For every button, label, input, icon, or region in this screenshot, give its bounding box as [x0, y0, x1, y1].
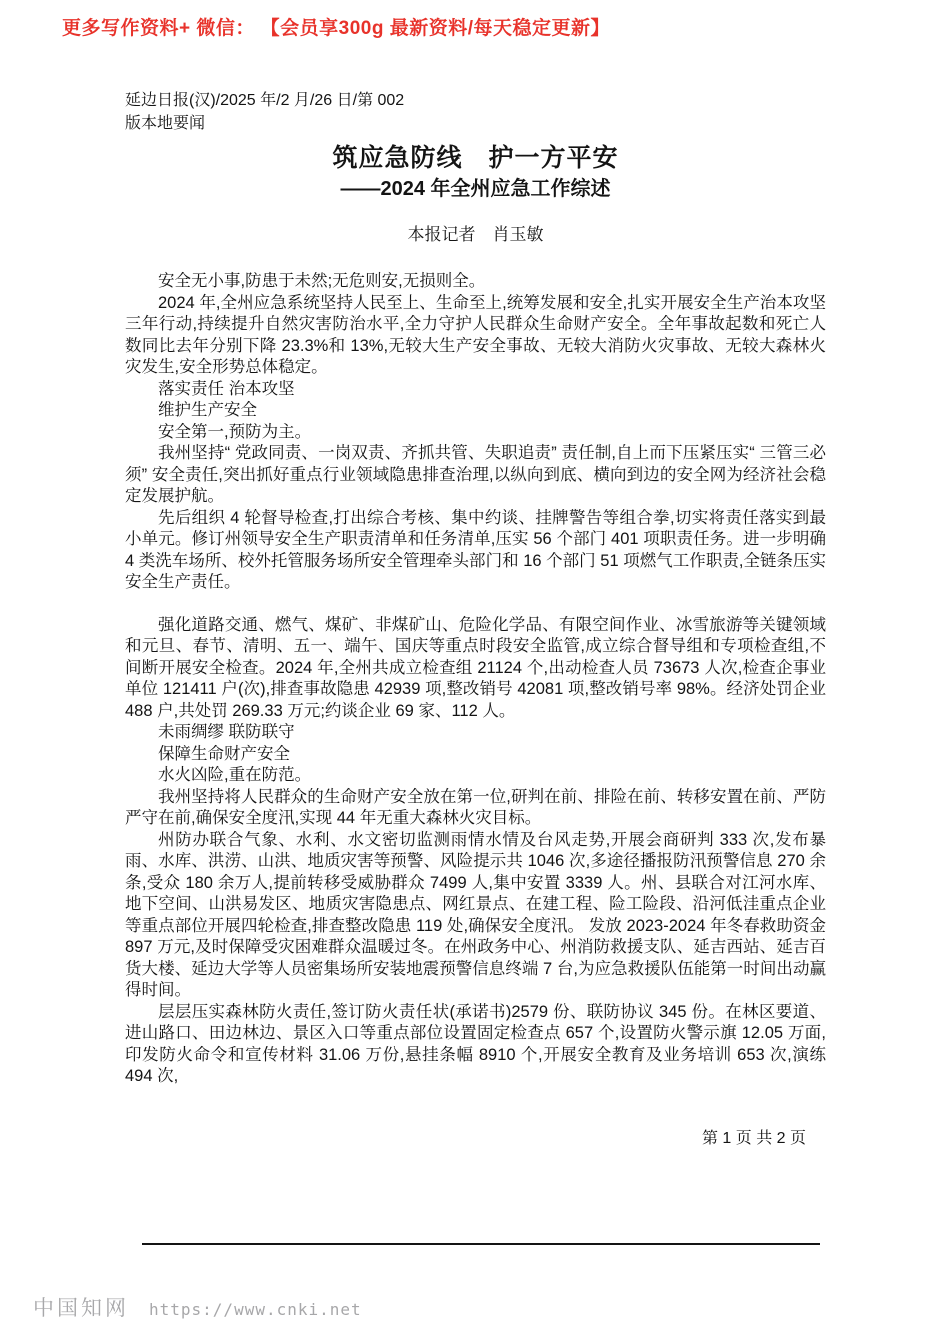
body-paragraph: 强化道路交通、燃气、煤矿、非煤矿山、危险化学品、有限空间作业、冰雪旅游等关键领域和元旦、春节、清明、五一、端午、国庆等重点时段安全监管,成立综合督导组和专项检查组,不间断开展安全检查。2024 年,全州共成立检查组 21124 个,出动检查人员 73673 人次,检查企事业单位 121411 户(次),排查事故隐患 42939 项,整改销号 42081 项,整改销号率 98%。经济处罚企业 488 户,共处罚 269.33 万元;约谈企业 69 家、112 人。 [125, 615, 826, 720]
article-author: 本报记者 肖玉敏 [407, 225, 544, 244]
body-paragraph: 州防办联合气象、水利、水文密切监测雨情水情及台风走势,开展会商研判 333 次,发布暴雨、水库、洪涝、山洪、地质灾害等预警、风险提示共 1046 次,多途径播报防汛预警信息 270 余条,受众 180 余万人,提前转移受威胁群众 7499 人,集中安置 3339 人。州、县联合对江河水库、地下空间、山洪易发区、地质灾害隐患点、网红景点、在建工程、险工险段、沿河低洼重点企业等重点部位开展四轮检查,排查整改隐患 119 处,确保安全度汛。 发放 2023-2024 年冬春救助资金 897 万元,及时保障受灾困难群众温暖过冬。在州政务中心、州消防救援支队、延吉西站、延吉百货大楼、延边大学等人员密集场所安装地震预警信息终端 7 台,为应急救援队伍能第一时间出动赢得时间。 [125, 830, 826, 999]
body-paragraph: 2024 年,全州应急系统坚持人民至上、生命至上,统筹发展和安全,扎实开展安全生产治本攻坚三年行动,持续提升自然灾害防治水平,全力守护人民群众生命财产安全。全年事故起数和死亡人数同比去年分别下降 23.3%和 13%,无较大生产安全事故、无较大消防火灾事故、无较大森林火灾发生,安全形势总体稳定。 [125, 293, 826, 376]
footer-divider [142, 1243, 820, 1245]
body-paragraph: 我州坚持“ 党政同责、一岗双责、齐抓共管、失职追责” 责任制,自上而下压紧压实“ 三管三必须” 安全责任,突出抓好重点行业领域隐患排查治理,以纵向到底、横向到边的安全网为经济社会稳定发展护航。 [125, 444, 826, 505]
promo-banner: 更多写作资料+ 微信： 【会员享300g 最新资料/每天稳定更新】 [62, 18, 611, 39]
article-subtitle: ——2024 年全州应急工作综述 [340, 178, 611, 200]
cnki-footer [33, 1292, 362, 1322]
cnki-logo: 中国知网 [33, 1296, 129, 1320]
body-paragraph: 未雨绸缪 联防联守 [158, 723, 295, 741]
page-indicator: 第 1 页 共 2 页 [701, 1129, 806, 1147]
body-paragraph: 层层压实森林防火责任,签订防火责任状(承诺书)2579 份、联防协议 345 份。在林区要道、进山路口、田边林边、景区入口等重点部位设置固定检查点 657 个,设置防火警示旗 12.05 万面,印发防火命令和宣传材料 31.06 万份,悬挂条幅 8910 个,开展安全教育及业务培训 653 次,演练 494 次, [125, 1002, 826, 1085]
article-body [125, 271, 826, 1109]
source-line-1: 延边日报(汉)/2025 年/2 月/26 日/第 002 [125, 92, 405, 109]
body-paragraph: 我州坚持将人民群众的生命财产安全放在第一位,研判在前、排险在前、转移安置在前、严防严守在前,确保安全度汛,实现 44 年无重大森林火灾目标。 [125, 787, 826, 827]
body-paragraph: 先后组织 4 轮督导检查,打出综合考核、集中约谈、挂牌警告等组合拳,切实将责任落实到最小单元。修订州领导安全生产职责清单和任务清单,压实 56 个部门 401 项职责任务。进一步明确 4 类洗车场所、校外托管服务场所安全管理牵头部门和 16 个部门 51 项燃气工作职责,全链条压实安全生产责任。 [125, 508, 826, 591]
article-title: 筑应急防线 护一方平安 [332, 144, 619, 172]
body-paragraph: 落实责任 治本攻坚 [158, 379, 295, 398]
body-paragraph [125, 594, 826, 615]
body-paragraph: 保障生命财产安全 [158, 744, 290, 763]
body-paragraph: 水火凶险,重在防范。 [158, 766, 312, 784]
article [125, 89, 826, 1148]
body-paragraph [125, 1088, 826, 1109]
body-paragraph: 安全无小事,防患于未然;无危则安,无损则全。 [158, 272, 486, 290]
source-line-2: 版本地要闻 [125, 115, 206, 132]
body-paragraph: 安全第一,预防为主。 [158, 422, 312, 441]
body-paragraph: 维护生产安全 [158, 401, 257, 419]
cnki-url: https://www.cnki.net [149, 1300, 362, 1319]
